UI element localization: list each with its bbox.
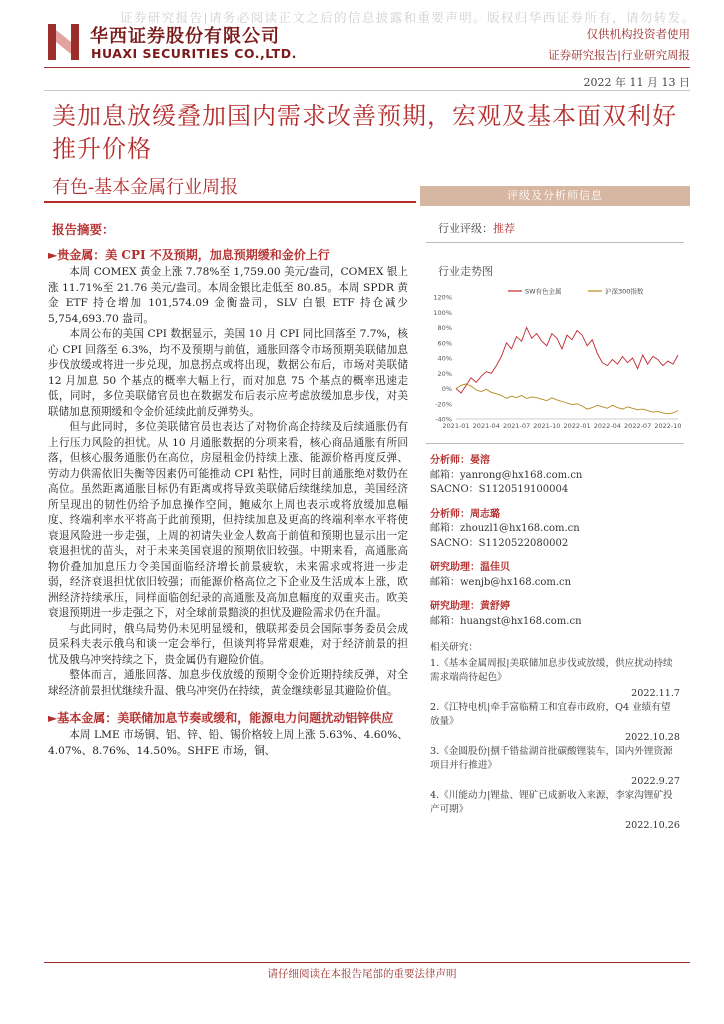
paragraph: 本周公布的美国 CPI 数据显示，美国 10 月 CPI 同比回落至 7.7%，核心 CPI 回落至 6.3%，均不及预期与前值，通胀回落令市场预期美联储加息步伐放缓或将进一步兑现，加息拐点或将出现，数据公布后，市场对美联储 12 月加息 50 个基点的概率大幅上行，而对加息 75 个基点的概率迅速走低，同时，多位美联储官员也在数据发布后表示应考虑放缓加息步伐，对美联储加息预期缓和令金价延续此前反弹势头。 bbox=[48, 328, 408, 418]
analyst-email[interactable]: 邮箱：zhouzl1@hx168.com.cn bbox=[430, 523, 580, 534]
analyst-block bbox=[430, 508, 690, 552]
related-item[interactable]: 4.《川能动力|锂盐、锂矿已成新收入来源，李家沟锂矿投产可期》 bbox=[430, 790, 673, 815]
related-date: 2022.11.7 bbox=[631, 688, 680, 699]
assistant-email[interactable]: 邮箱：huangst@hx168.com.cn bbox=[430, 615, 582, 627]
section-heading-precious-metals: ►贵金属：美 CPI 不及预期，加息预期缓和金价上行 bbox=[48, 248, 330, 262]
trend-chart-label: 行业走势图 bbox=[438, 265, 493, 278]
date-divider bbox=[44, 90, 690, 91]
watermark: 证券研究报告|请务必阅读正文之后的信息披露和重要声明。版权归华西证券所有，请勿转发。 bbox=[120, 10, 696, 24]
rating-value: 推荐 bbox=[493, 222, 515, 235]
related-item[interactable]: 2.《江特电机|牵手富临精工和宜春市政府，Q4 业绩有望放量》 bbox=[430, 702, 671, 727]
legal-footer: 请仔细阅读在本报告尾部的重要法律声明 bbox=[267, 968, 457, 980]
paragraph: 但与此同时，多位美联储官员也表达了对物价高企持续及后续通胀仍有上行压力风险的担忧。从 10 月通胀数据的分项来看，核心商品通胀有所回落，但核心服务通胀仍在高位，房屋租金仍持续上涨、能源价格再度反弹、劳动力供需依旧失衡等因素仍可能推动 CPI 粘性，同时目前通胀绝对数仍在高位。虽然距离通胀目标仍有距离或将导致美联储后续继续加息，美国经济所呈现出的韧性仍给予加息操作空间，鲍威尔上周也表示或将放缓加息幅度、终端利率水平将高于此前预期，但持续加息及更高的终端利率水平将使衰退风险进一步走强，上周的初请失业金人数高于前值和预期也显示出一定衰退担忧的苗头，对于未来美国衰退的预期依旧较强。中期来看，高通胀高物价叠加加息压力令美国面临经济增长前景疲软，未来需求或将进一步走弱，经济衰退担忧依旧较强；而能源价格高位之下企业及生活成本上涨，欧洲经济持续承压，同样面临创纪录的高通胀及高加息幅度的双重夹击。欧美衰退预期进一步走强之下，对全球前景黯淡的担忧及避险需求仍在升温。 bbox=[48, 421, 408, 619]
analyst-email[interactable]: 邮箱：yanrong@hx168.com.cn bbox=[430, 469, 583, 481]
paragraph: 本周 LME 市场铜、铝、锌、铅、锡价格较上周上涨 5.63%、4.60%、4.07%、8.76%、14.50%。SHFE 市场，铜、 bbox=[48, 729, 408, 757]
y-tick-label: -20% bbox=[435, 400, 452, 409]
y-tick-label: -40% bbox=[435, 415, 452, 424]
analyst-block bbox=[430, 454, 690, 498]
series-line-sw-nonferrous bbox=[456, 328, 678, 394]
restriction-note: 仅供机构投资者使用 bbox=[586, 27, 690, 41]
report-title: 美加息放缓叠加国内需求改善预期，宏观及基本面双利好推升价格 bbox=[52, 102, 677, 163]
section-heading-base-metals: ►基本金属：美联储加息节奏或缓和，能源电力问题扰动铝锌供应 bbox=[48, 711, 394, 725]
x-tick-label: 2022-10 bbox=[654, 422, 682, 430]
x-tick-label: 2022-01 bbox=[563, 422, 591, 430]
header-divider bbox=[44, 67, 690, 68]
y-tick-label: 0% bbox=[441, 385, 452, 393]
rating-divider bbox=[426, 242, 684, 243]
x-tick-label: 2021-07 bbox=[502, 422, 531, 430]
related-heading: 相关研究： bbox=[430, 642, 478, 653]
trend-chart bbox=[420, 283, 690, 433]
report-subtitle: 有色-基本金属行业周报 bbox=[52, 177, 239, 198]
related-date: 2022.9.27 bbox=[631, 776, 680, 787]
related-item[interactable]: 3.《金圆股份|捌千错盐湖首批碳酸锂装车，国内外锂资源项目并行推进》 bbox=[430, 746, 673, 771]
x-tick-label: 2021-01 bbox=[442, 422, 470, 430]
paragraph: 本周 COMEX 黄金上涨 7.78%至 1,759.00 美元/盎司，COMEX 银上涨 11.71%至 21.76 美元/盎司。本周金银比走低至 80.85。本周 SPDR 黄金 ETF 持仓增加 101,574.09 金衡盎司，SLV 白银 ETF 持仓减少 5,754,693.70 盎司。 bbox=[48, 266, 408, 325]
report-date: 2022 年 11 月 13 日 bbox=[583, 76, 690, 89]
paragraph: 整体而言，通胀回落、加息步伐放缓的预期令金价近期持续反弹，对全球经济前景担忧继续升温、俄乌冲突仍在持续，黄金继续彰显其避险价值。 bbox=[48, 669, 408, 697]
company-name-en: HUAXI SECURITIES CO.,LTD. bbox=[91, 46, 297, 61]
y-tick-label: 20% bbox=[437, 369, 452, 378]
summary-heading: 报告摘要： bbox=[52, 222, 115, 237]
x-tick-label: 2021-04 bbox=[472, 422, 500, 430]
y-tick-label: 100% bbox=[433, 308, 452, 317]
related-date: 2022.10.26 bbox=[625, 820, 680, 831]
series-line-hs300 bbox=[456, 384, 678, 414]
report-type: 证券研究报告|行业研究周报 bbox=[548, 48, 690, 62]
huaxi-logo-icon bbox=[44, 22, 84, 62]
legend-label: SW有色金属 bbox=[525, 287, 562, 296]
y-tick-label: 80% bbox=[437, 324, 452, 332]
assistant-email[interactable]: 邮箱：wenjb@hx168.com.cn bbox=[430, 576, 572, 588]
assistant-block bbox=[430, 600, 690, 629]
analyst-name: 分析师：晏溶 bbox=[430, 455, 490, 466]
legend-label: 沪深300指数 bbox=[605, 287, 644, 296]
x-tick-label: 2022-07 bbox=[624, 422, 652, 430]
x-tick-label: 2021-10 bbox=[533, 422, 561, 430]
analyst-name: 分析师：周志璐 bbox=[430, 508, 500, 520]
analyst-sac: SACNO：S1120522080002 bbox=[430, 537, 569, 549]
y-tick-label: 40% bbox=[437, 354, 452, 363]
assistant-name: 研究助理：黄舒婷 bbox=[430, 601, 510, 612]
related-research bbox=[430, 641, 680, 833]
y-tick-label: 60% bbox=[437, 339, 452, 348]
y-tick-label: 120% bbox=[433, 293, 452, 302]
assistant-name: 研究助理：温佳贝 bbox=[430, 562, 510, 573]
paragraph: 与此同时，俄乌局势仍未见明显缓和，俄联邦委员会国际事务委员会成员采科夫表示俄乌和谈一定会举行，但谈判将异常艰难，对于经济前景的担忧及俄乌冲突持续之下，贵金属仍有避险价值。 bbox=[48, 622, 408, 666]
chart-divider bbox=[426, 443, 684, 444]
related-date: 2022.10.28 bbox=[625, 732, 680, 743]
analyst-sac: SACNO：S1120519100004 bbox=[430, 484, 569, 495]
summary-body bbox=[48, 246, 408, 759]
x-tick-label: 2022-04 bbox=[593, 422, 621, 430]
company-name-cn: 华西证券股份有限公司 bbox=[90, 26, 280, 47]
subtitle-underline bbox=[44, 201, 416, 203]
right-panel bbox=[420, 186, 690, 833]
assistant-block bbox=[430, 561, 690, 590]
footer-divider bbox=[44, 962, 690, 963]
industry-rating bbox=[438, 220, 690, 236]
rating-label: 行业评级： bbox=[438, 222, 493, 235]
related-item[interactable]: 1.《基本金属周报|美联储加息步伐或放缓，供应扰动持续需求端尚待起色》 bbox=[430, 658, 673, 683]
rating-analyst-header: 评级及分析师信息 bbox=[420, 186, 690, 206]
